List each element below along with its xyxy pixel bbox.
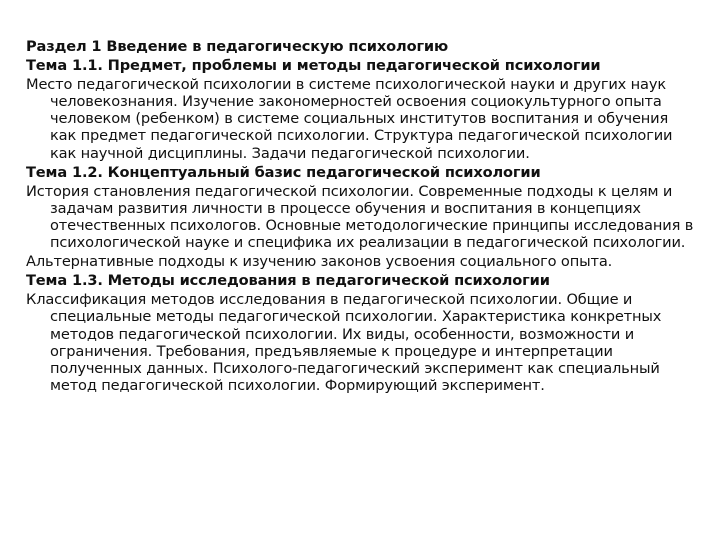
topic-2-title: Тема 1.2. Концептуальный базис педагогической психологии bbox=[26, 163, 541, 181]
topic-1-paragraph: Место педагогической психологии в системе психологической науки и других наук человекознания. Изучение закономерностей освоения социокультурного опыта человеком (ребенком) в системе социальных институтов воспитания и обучения как предмет педагогической психологии. Структура педагогической психологии как научной дисциплины. Задачи педагогической психологии. bbox=[26, 76, 673, 162]
topic-2-paragraph: История становления педагогической психологии. Современные подходы к целям и задачам развития личности в процессе обучения и воспитания в концепциях отечественных психологов. Основные методологические принципы исследования в психологической науке и специфика их реализации в педагогической психологии. bbox=[26, 182, 694, 252]
section-title: Раздел 1 Введение в педагогическую психологию bbox=[26, 38, 449, 55]
topic-3-title: Тема 1.3. Методы исследования в педагогической психологии bbox=[26, 272, 550, 290]
topic-2-paragraph-extra: Альтернативные подходы к изучению законов усвоения социального опыта. bbox=[26, 253, 613, 271]
slide-content bbox=[26, 38, 698, 396]
topic-1-title: Тема 1.1. Предмет, проблемы и методы педагогической психологии bbox=[26, 57, 601, 75]
topic-3-paragraph: Классификация методов исследования в педагогической психологии. Общие и специальные методы педагогической психологии. Характеристика конкретных методов педагогической психологии. Их виды, особенности, возможности и ограничения. Требования, предъявляемые к процедуре и интерпретации полученных данных. Психолого-педагогический эксперимент как специальный метод педагогической психологии. Формирующий эксперимент. bbox=[26, 291, 662, 394]
